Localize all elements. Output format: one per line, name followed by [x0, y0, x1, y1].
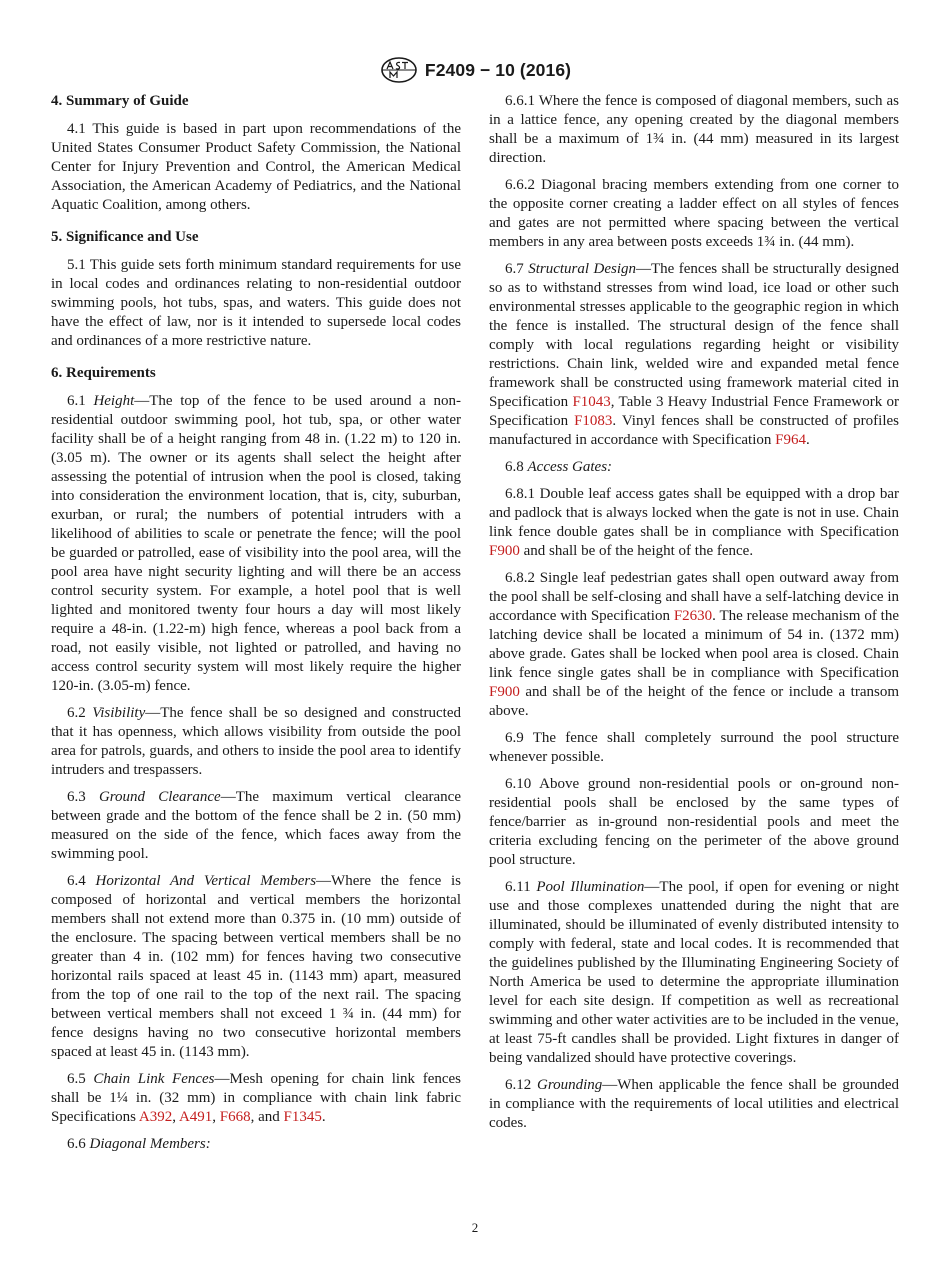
para-number: 6.3	[67, 789, 86, 805]
punctuation: .	[805, 432, 810, 448]
para-text: —The fence shall be so designed and constructed that it has openness, which allows visibility from outside the pool area for patrols, guards, and others to inside the pool area to identify intruders and trespassers.	[51, 705, 462, 778]
ref-link-f1345[interactable]: F1345	[283, 1109, 322, 1125]
para-6-8	[489, 458, 899, 477]
para-5-1: 5.1 This guide sets forth minimum standard requirements for use in local codes and ordinances relating to non-residential outdoor swimming pools, hot tubs, spas, and waters. This guide does not have the effect of law, nor is it intended to supersede local codes and ordinances of a more restrictive nature.	[51, 257, 461, 349]
para-6-6-1: 6.6.1 Where the fence is composed of diagonal members, such as in a lattice fence, any opening created by the diagonal members shall be a maximum of 1¾ in. (44 mm) measured in its largest direction.	[489, 93, 899, 166]
para-text: , Table 3 Heavy Industrial Fence Framework or Specification	[489, 394, 900, 429]
para-number: 6.4	[67, 873, 86, 889]
para-text: —Where the fence is composed of horizontal and vertical members the horizontal members shall not extend more than 0.375 in. (10 mm) outside of the enclosure. The spacing between vertical members shall be no greater than 4 in. (102 mm) for fences having two consecutive horizontal rails spaced at least 45 in. (1143 mm) apart, measured from the top of one rail to the top of the next rail. The spacing between vertical members shall not exceed 1 ¾ in. (44 mm) for fence designs having no two consecutive horizontal members spaced at least 45 in. (1143 mm).	[51, 873, 461, 1060]
para-title: Diagonal Members:	[89, 1136, 211, 1152]
para-number: 6.5	[67, 1071, 86, 1087]
separator: ,	[172, 1109, 179, 1125]
para-6-4	[51, 872, 461, 1062]
para-text: . Vinyl fences shall be constructed of profiles manufactured in accordance with Specification	[489, 413, 899, 448]
para-6-2	[51, 704, 461, 780]
ref-link-a392[interactable]: A392	[138, 1109, 173, 1125]
ref-link-f900[interactable]: F900	[489, 684, 520, 700]
para-text: —The pool, if open for evening or night use and those complexes unattended during the night that are illuminated, should be illuminated of evenly distributed intensity to comply with federal, state and local codes. It is recommended that the guidelines published by the Illuminating Engineering Society of North America be used to determine the appropriate illumination level for each site design. If competition as well as recreational swimming and other water activities are to be included in the venue, at least 75-ft candles shall be provided. Light fixtures in danger of being vandalized should have protective coverings.	[489, 879, 900, 1066]
para-title: Height	[93, 393, 135, 409]
ref-link-f900[interactable]: F900	[489, 543, 520, 559]
para-text: 6.8.1 Double leaf access gates shall be equipped with a drop bar and padlock that is always locked when the gate is not in use. Chain link fence double gates shall be in compliance with Specification	[489, 486, 899, 540]
para-number: 6.11	[505, 879, 531, 895]
para-title: Chain Link Fences	[93, 1071, 215, 1087]
ref-link-f1043[interactable]: F1043	[572, 394, 611, 410]
punctuation: .	[321, 1109, 326, 1125]
ref-link-a491[interactable]: A491	[178, 1109, 213, 1125]
para-6-10: 6.10 Above ground non-residential pools or on-ground non-residential pools shall be enclosed by the same types of fence/barrier as in-ground non-residential pools and meet the criteria excluding fencing on the perimeter of the above ground pool structure.	[489, 776, 899, 868]
separator: , and	[250, 1109, 284, 1125]
ref-link-f1083[interactable]: F1083	[574, 413, 613, 429]
para-number: 6.7	[505, 261, 524, 277]
para-title: Pool Illumination	[536, 879, 645, 895]
page-number: 2	[471, 1220, 479, 1235]
para-6-9: 6.9 The fence shall completely surround the pool structure whenever possible.	[489, 730, 899, 765]
para-text: and shall be of the height of the fence or include a transom above.	[489, 684, 899, 719]
para-number: 6.12	[505, 1077, 532, 1093]
para-title: Access Gates:	[527, 459, 613, 475]
para-6-6	[51, 1135, 461, 1154]
para-text: —The maximum vertical clearance between grade and the bottom of the fence shall be 2 in. (50 mm) measured on the side of the fence, which faces away from the swimming pool.	[51, 789, 461, 862]
left-column	[51, 92, 461, 1162]
ref-link-f668[interactable]: F668	[219, 1109, 251, 1125]
section-5-heading: 5. Significance and Use	[51, 229, 199, 245]
ref-link-f964[interactable]: F964	[775, 432, 806, 448]
para-text: —The top of the fence to be used around a non-residential outdoor swimming pool, hot tub, spa, or other water facility shall be of a height ranging from 48 in. (1.22 m) to 120 in. (3.05 m). The owner or its agents shall select the height after assessing the potential of intrusion when the pool is closed, taking into consideration the environment location, that is, city, suburban, exurban, or rural; the numbers of potential intruders with a likelihood of abilities to scale or penetrate the fence; will the pool be guarded or patrolled, ease of visibility into the pool area, will the pool area have night security lighting and will there be an access control security system. For example, a hotel pool that is well lighted and monitored twenty four hours a day will most likely require a 48-in. (1.22-m) high fence, whereas a pool back from a road, not easily visible, not lighted or patrolled, and having no access control security system will most likely require the higher 120-in. (3.05-m) fence.	[51, 393, 462, 694]
para-title: Horizontal And Vertical Members	[95, 873, 317, 889]
standard-designation: F2409 − 10 (2016)	[424, 59, 572, 80]
section-6-heading: 6. Requirements	[51, 365, 156, 381]
para-6-6-2: 6.6.2 Diagonal bracing members extending from one corner to the opposite corner creating a ladder effect on all styles of fences and gates are not permitted where spacing between the vertical members in any area between posts exceeds 1¾ in. (44 mm).	[489, 177, 899, 250]
para-text: —The fences shall be structurally designed so as to withstand stresses from wind load, ice load or other such environmental stresses applicable to the geographic region in which the fence is installed. The structural design of the fence shall comply with local regulations regarding height or visibility restrictions. Chain link, welded wire and expanded metal fence framework shall be constructed using framework material cited in Specification	[489, 261, 899, 410]
separator: ,	[212, 1109, 220, 1125]
page-header	[0, 54, 950, 86]
para-number: 6.8	[505, 459, 524, 475]
para-title: Ground Clearance	[98, 789, 221, 805]
para-title: Grounding	[536, 1077, 603, 1093]
section-4-heading: 4. Summary of Guide	[51, 93, 189, 109]
para-4-1: 4.1 This guide is based in part upon recommendations of the United States Consumer Product Safety Commission, the National Center for Injury Prevention and Control, the American Medical Association, the American Academy of Pediatrics, and the National Aquatic Coalition, among others.	[51, 121, 461, 213]
para-text: —Mesh opening for chain link fences shall be 1¼ in. (32 mm) in compliance with chain link fabric Specifications	[51, 1071, 461, 1125]
para-title: Structural Design	[528, 261, 636, 277]
para-number: 6.2	[67, 705, 86, 721]
para-6-7	[489, 260, 899, 450]
para-title: Visibility	[92, 705, 146, 721]
para-text: —When applicable the fence shall be grounded in compliance with the requirements of local utilities and electrical codes.	[489, 1077, 900, 1131]
para-number: 6.1	[67, 393, 86, 409]
para-text: 6.8.2 Single leaf pedestrian gates shall open outward away from the pool shall be self-closing and shall have a self-latching device in accordance with Specification	[489, 570, 899, 624]
para-6-8-2	[489, 569, 899, 721]
para-text: . The release mechanism of the latching device shall be located a minimum of 54 in. (1372 mm) above grade. Gates shall be locked when pool area is closed. Chain link fence single gates shall be in compliance with Specification	[489, 608, 899, 681]
astm-logo-icon	[379, 55, 419, 85]
right-column	[489, 92, 899, 1141]
para-6-5	[51, 1070, 461, 1127]
para-text: and shall be of the height of the fence.	[519, 543, 754, 559]
para-6-3	[51, 788, 461, 864]
para-6-1	[51, 392, 461, 696]
para-6-8-1	[489, 485, 899, 561]
para-6-12	[489, 1076, 899, 1133]
ref-link-f2630[interactable]: F2630	[673, 608, 713, 624]
para-number: 6.6	[67, 1136, 86, 1152]
para-6-11	[489, 878, 899, 1068]
